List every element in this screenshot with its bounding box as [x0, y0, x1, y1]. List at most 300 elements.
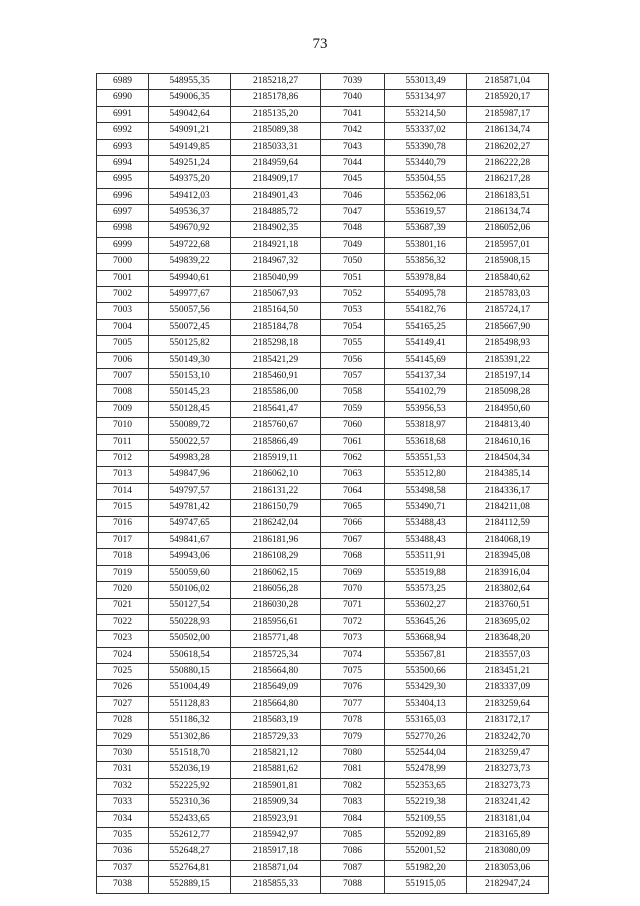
- y-coordinate-cell: 2185901,81: [231, 778, 321, 794]
- y-coordinate-cell: 2183273,73: [467, 762, 549, 778]
- point-number-cell: 7036: [97, 844, 149, 860]
- y-coordinate-cell: 2183337,09: [467, 680, 549, 696]
- table-row: [97, 664, 549, 680]
- y-coordinate-cell: 2185067,93: [231, 287, 321, 303]
- point-number-cell: 7038: [97, 877, 149, 893]
- point-number-cell: 6993: [97, 139, 149, 155]
- y-coordinate-cell: 2184504,34: [467, 450, 549, 466]
- x-coordinate-cell: 554182,76: [385, 303, 467, 319]
- point-number-cell: 7063: [321, 467, 385, 483]
- x-coordinate-cell: 549670,92: [149, 221, 231, 237]
- point-number-cell: 7046: [321, 188, 385, 204]
- x-coordinate-cell: 550145,23: [149, 385, 231, 401]
- y-coordinate-cell: 2184959,64: [231, 155, 321, 171]
- y-coordinate-cell: 2185089,38: [231, 123, 321, 139]
- y-coordinate-cell: 2185218,27: [231, 74, 321, 90]
- point-number-cell: 7004: [97, 319, 149, 335]
- point-number-cell: 7064: [321, 483, 385, 499]
- point-number-cell: 7062: [321, 450, 385, 466]
- point-number-cell: 7018: [97, 549, 149, 565]
- x-coordinate-cell: 552612,77: [149, 827, 231, 843]
- y-coordinate-cell: 2183451,21: [467, 664, 549, 680]
- x-coordinate-cell: 549375,20: [149, 172, 231, 188]
- table-row: [97, 631, 549, 647]
- point-number-cell: 7051: [321, 270, 385, 286]
- table-row: [97, 746, 549, 762]
- y-coordinate-cell: 2185664,80: [231, 696, 321, 712]
- point-number-cell: 7014: [97, 483, 149, 499]
- y-coordinate-cell: 2183695,02: [467, 614, 549, 630]
- point-number-cell: 7024: [97, 647, 149, 663]
- y-coordinate-cell: 2185586,00: [231, 385, 321, 401]
- table-row: [97, 450, 549, 466]
- y-coordinate-cell: 2185909,34: [231, 795, 321, 811]
- x-coordinate-cell: 552889,15: [149, 877, 231, 893]
- point-number-cell: 7045: [321, 172, 385, 188]
- y-coordinate-cell: 2185724,17: [467, 303, 549, 319]
- point-number-cell: 6999: [97, 237, 149, 253]
- x-coordinate-cell: 554102,79: [385, 385, 467, 401]
- y-coordinate-cell: 2184901,43: [231, 188, 321, 204]
- x-coordinate-cell: 552109,55: [385, 811, 467, 827]
- point-number-cell: 7037: [97, 860, 149, 876]
- y-coordinate-cell: 2186062,15: [231, 565, 321, 581]
- point-number-cell: 6992: [97, 123, 149, 139]
- y-coordinate-cell: 2185135,20: [231, 106, 321, 122]
- x-coordinate-cell: 550228,93: [149, 614, 231, 630]
- table-row: [97, 844, 549, 860]
- table-row: [97, 205, 549, 221]
- y-coordinate-cell: 2186222,28: [467, 155, 549, 171]
- x-coordinate-cell: 553165,03: [385, 713, 467, 729]
- table-row: [97, 221, 549, 237]
- point-number-cell: 7067: [321, 532, 385, 548]
- x-coordinate-cell: 549781,42: [149, 500, 231, 516]
- point-number-cell: 7041: [321, 106, 385, 122]
- x-coordinate-cell: 549747,65: [149, 516, 231, 532]
- x-coordinate-cell: 549797,57: [149, 483, 231, 499]
- x-coordinate-cell: 553562,06: [385, 188, 467, 204]
- y-coordinate-cell: 2185908,15: [467, 254, 549, 270]
- x-coordinate-cell: 550618,54: [149, 647, 231, 663]
- point-number-cell: 6989: [97, 74, 149, 90]
- point-number-cell: 7031: [97, 762, 149, 778]
- y-coordinate-cell: 2184112,59: [467, 516, 549, 532]
- x-coordinate-cell: 549983,28: [149, 450, 231, 466]
- y-coordinate-cell: 2183080,09: [467, 844, 549, 860]
- y-coordinate-cell: 2183242,70: [467, 729, 549, 745]
- table-row: [97, 139, 549, 155]
- y-coordinate-cell: 2185871,04: [231, 860, 321, 876]
- point-number-cell: 7043: [321, 139, 385, 155]
- y-coordinate-cell: 2185956,61: [231, 614, 321, 630]
- point-number-cell: 7072: [321, 614, 385, 630]
- x-coordinate-cell: 553500,66: [385, 664, 467, 680]
- point-number-cell: 7032: [97, 778, 149, 794]
- y-coordinate-cell: 2185298,18: [231, 336, 321, 352]
- point-number-cell: 7086: [321, 844, 385, 860]
- x-coordinate-cell: 554145,69: [385, 352, 467, 368]
- table-row: [97, 795, 549, 811]
- x-coordinate-cell: 553404,13: [385, 696, 467, 712]
- y-coordinate-cell: 2185421,29: [231, 352, 321, 368]
- point-number-cell: 7088: [321, 877, 385, 893]
- point-number-cell: 7009: [97, 401, 149, 417]
- table-row: [97, 680, 549, 696]
- y-coordinate-cell: 2183172,17: [467, 713, 549, 729]
- table-row: [97, 434, 549, 450]
- y-coordinate-cell: 2185957,01: [467, 237, 549, 253]
- x-coordinate-cell: 553818,97: [385, 418, 467, 434]
- x-coordinate-cell: 553956,53: [385, 401, 467, 417]
- x-coordinate-cell: 550106,02: [149, 582, 231, 598]
- point-number-cell: 7061: [321, 434, 385, 450]
- point-number-cell: 7040: [321, 90, 385, 106]
- point-number-cell: 7039: [321, 74, 385, 90]
- table-row: [97, 467, 549, 483]
- table-row: [97, 549, 549, 565]
- point-number-cell: 7087: [321, 860, 385, 876]
- point-number-cell: 7071: [321, 598, 385, 614]
- y-coordinate-cell: 2185729,33: [231, 729, 321, 745]
- y-coordinate-cell: 2185725,34: [231, 647, 321, 663]
- point-number-cell: 7026: [97, 680, 149, 696]
- point-number-cell: 7006: [97, 352, 149, 368]
- x-coordinate-cell: 553498,58: [385, 483, 467, 499]
- y-coordinate-cell: 2186062,10: [231, 467, 321, 483]
- table-row: [97, 237, 549, 253]
- y-coordinate-cell: 2185683,19: [231, 713, 321, 729]
- table-row: [97, 369, 549, 385]
- table-row: [97, 418, 549, 434]
- x-coordinate-cell: 553490,71: [385, 500, 467, 516]
- x-coordinate-cell: 548955,35: [149, 74, 231, 90]
- y-coordinate-cell: 2183181,04: [467, 811, 549, 827]
- point-number-cell: 7053: [321, 303, 385, 319]
- point-number-cell: 7074: [321, 647, 385, 663]
- y-coordinate-cell: 2185855,33: [231, 877, 321, 893]
- y-coordinate-cell: 2184950,60: [467, 401, 549, 417]
- table-row: [97, 401, 549, 417]
- x-coordinate-cell: 552225,92: [149, 778, 231, 794]
- y-coordinate-cell: 2185920,17: [467, 90, 549, 106]
- y-coordinate-cell: 2184385,14: [467, 467, 549, 483]
- y-coordinate-cell: 2184921,18: [231, 237, 321, 253]
- table-row: [97, 500, 549, 516]
- point-number-cell: 7073: [321, 631, 385, 647]
- table-row: [97, 90, 549, 106]
- point-number-cell: 7070: [321, 582, 385, 598]
- y-coordinate-cell: 2184211,08: [467, 500, 549, 516]
- point-number-cell: 7010: [97, 418, 149, 434]
- y-coordinate-cell: 2184885,72: [231, 205, 321, 221]
- table-row: [97, 287, 549, 303]
- x-coordinate-cell: 550059,60: [149, 565, 231, 581]
- x-coordinate-cell: 549943,06: [149, 549, 231, 565]
- y-coordinate-cell: 2186181,96: [231, 532, 321, 548]
- x-coordinate-cell: 553619,57: [385, 205, 467, 221]
- point-number-cell: 7075: [321, 664, 385, 680]
- x-coordinate-cell: 549847,96: [149, 467, 231, 483]
- point-number-cell: 7034: [97, 811, 149, 827]
- point-number-cell: 7057: [321, 369, 385, 385]
- x-coordinate-cell: 550125,82: [149, 336, 231, 352]
- y-coordinate-cell: 2183273,73: [467, 778, 549, 794]
- point-number-cell: 7030: [97, 746, 149, 762]
- y-coordinate-cell: 2185987,17: [467, 106, 549, 122]
- x-coordinate-cell: 551518,70: [149, 746, 231, 762]
- table-row: [97, 614, 549, 630]
- table-row: [97, 811, 549, 827]
- y-coordinate-cell: 2185040,99: [231, 270, 321, 286]
- x-coordinate-cell: 554149,41: [385, 336, 467, 352]
- x-coordinate-cell: 552770,26: [385, 729, 467, 745]
- table-row: [97, 172, 549, 188]
- table-row: [97, 778, 549, 794]
- point-number-cell: 7012: [97, 450, 149, 466]
- x-coordinate-cell: 552092,89: [385, 827, 467, 843]
- point-number-cell: 7048: [321, 221, 385, 237]
- x-coordinate-cell: 550149,30: [149, 352, 231, 368]
- x-coordinate-cell: 553801,16: [385, 237, 467, 253]
- point-number-cell: 7008: [97, 385, 149, 401]
- x-coordinate-cell: 549251,24: [149, 155, 231, 171]
- y-coordinate-cell: 2186150,79: [231, 500, 321, 516]
- y-coordinate-cell: 2183259,47: [467, 746, 549, 762]
- x-coordinate-cell: 553567,81: [385, 647, 467, 663]
- x-coordinate-cell: 549412,03: [149, 188, 231, 204]
- point-number-cell: 7078: [321, 713, 385, 729]
- point-number-cell: 7056: [321, 352, 385, 368]
- table-row: [97, 352, 549, 368]
- x-coordinate-cell: 550057,56: [149, 303, 231, 319]
- point-number-cell: 7059: [321, 401, 385, 417]
- point-number-cell: 7085: [321, 827, 385, 843]
- point-number-cell: 7025: [97, 664, 149, 680]
- x-coordinate-cell: 554165,25: [385, 319, 467, 335]
- x-coordinate-cell: 549536,37: [149, 205, 231, 221]
- x-coordinate-cell: 549839,22: [149, 254, 231, 270]
- y-coordinate-cell: 2185197,14: [467, 369, 549, 385]
- point-number-cell: 7005: [97, 336, 149, 352]
- point-number-cell: 6997: [97, 205, 149, 221]
- x-coordinate-cell: 553488,43: [385, 532, 467, 548]
- y-coordinate-cell: 2183557,03: [467, 647, 549, 663]
- table-row: [97, 729, 549, 745]
- y-coordinate-cell: 2186030,28: [231, 598, 321, 614]
- x-coordinate-cell: 553573,25: [385, 582, 467, 598]
- point-number-cell: 6998: [97, 221, 149, 237]
- x-coordinate-cell: 552353,65: [385, 778, 467, 794]
- point-number-cell: 7027: [97, 696, 149, 712]
- point-number-cell: 7068: [321, 549, 385, 565]
- point-number-cell: 7081: [321, 762, 385, 778]
- y-coordinate-cell: 2185164,50: [231, 303, 321, 319]
- y-coordinate-cell: 2186134,74: [467, 205, 549, 221]
- point-number-cell: 7054: [321, 319, 385, 335]
- y-coordinate-cell: 2184068,19: [467, 532, 549, 548]
- x-coordinate-cell: 550072,45: [149, 319, 231, 335]
- x-coordinate-cell: 550128,45: [149, 401, 231, 417]
- coordinates-table-body: [97, 74, 549, 894]
- point-number-cell: 6996: [97, 188, 149, 204]
- point-number-cell: 7000: [97, 254, 149, 270]
- point-number-cell: 7052: [321, 287, 385, 303]
- x-coordinate-cell: 553214,50: [385, 106, 467, 122]
- y-coordinate-cell: 2183945,08: [467, 549, 549, 565]
- table-row: [97, 516, 549, 532]
- point-number-cell: 7028: [97, 713, 149, 729]
- y-coordinate-cell: 2185821,12: [231, 746, 321, 762]
- point-number-cell: 7022: [97, 614, 149, 630]
- table-row: [97, 483, 549, 499]
- y-coordinate-cell: 2185923,91: [231, 811, 321, 827]
- table-row: [97, 696, 549, 712]
- point-number-cell: 7050: [321, 254, 385, 270]
- table-row: [97, 762, 549, 778]
- point-number-cell: 7047: [321, 205, 385, 221]
- y-coordinate-cell: 2185667,90: [467, 319, 549, 335]
- y-coordinate-cell: 2183165,89: [467, 827, 549, 843]
- x-coordinate-cell: 552036,19: [149, 762, 231, 778]
- point-number-cell: 7044: [321, 155, 385, 171]
- point-number-cell: 7020: [97, 582, 149, 598]
- table-row: [97, 123, 549, 139]
- x-coordinate-cell: 549977,67: [149, 287, 231, 303]
- x-coordinate-cell: 551915,05: [385, 877, 467, 893]
- table-row: [97, 827, 549, 843]
- x-coordinate-cell: 553429,30: [385, 680, 467, 696]
- x-coordinate-cell: 553504,55: [385, 172, 467, 188]
- x-coordinate-cell: 550502,00: [149, 631, 231, 647]
- x-coordinate-cell: 552001,52: [385, 844, 467, 860]
- point-number-cell: 6990: [97, 90, 149, 106]
- y-coordinate-cell: 2183760,51: [467, 598, 549, 614]
- x-coordinate-cell: 551186,32: [149, 713, 231, 729]
- coordinates-table: [96, 73, 549, 894]
- x-coordinate-cell: 553440,79: [385, 155, 467, 171]
- x-coordinate-cell: 553488,43: [385, 516, 467, 532]
- y-coordinate-cell: 2184967,32: [231, 254, 321, 270]
- x-coordinate-cell: 549841,67: [149, 532, 231, 548]
- y-coordinate-cell: 2185783,03: [467, 287, 549, 303]
- point-number-cell: 6995: [97, 172, 149, 188]
- y-coordinate-cell: 2183259,64: [467, 696, 549, 712]
- table-row: [97, 385, 549, 401]
- point-number-cell: 6994: [97, 155, 149, 171]
- point-number-cell: 7013: [97, 467, 149, 483]
- y-coordinate-cell: 2186183,51: [467, 188, 549, 204]
- point-number-cell: 7079: [321, 729, 385, 745]
- table-row: [97, 582, 549, 598]
- table-row: [97, 254, 549, 270]
- table-row: [97, 877, 549, 893]
- point-number-cell: 7023: [97, 631, 149, 647]
- x-coordinate-cell: 549940,61: [149, 270, 231, 286]
- y-coordinate-cell: 2183916,04: [467, 565, 549, 581]
- y-coordinate-cell: 2183802,64: [467, 582, 549, 598]
- point-number-cell: 7003: [97, 303, 149, 319]
- point-number-cell: 7015: [97, 500, 149, 516]
- y-coordinate-cell: 2182947,24: [467, 877, 549, 893]
- point-number-cell: 7021: [97, 598, 149, 614]
- y-coordinate-cell: 2185649,09: [231, 680, 321, 696]
- x-coordinate-cell: 553645,26: [385, 614, 467, 630]
- y-coordinate-cell: 2184610,16: [467, 434, 549, 450]
- point-number-cell: 7077: [321, 696, 385, 712]
- x-coordinate-cell: 552764,81: [149, 860, 231, 876]
- x-coordinate-cell: 549149,85: [149, 139, 231, 155]
- table-row: [97, 647, 549, 663]
- table-row: [97, 319, 549, 335]
- x-coordinate-cell: 550022,57: [149, 434, 231, 450]
- x-coordinate-cell: 552648,27: [149, 844, 231, 860]
- y-coordinate-cell: 2185184,78: [231, 319, 321, 335]
- y-coordinate-cell: 2186134,74: [467, 123, 549, 139]
- x-coordinate-cell: 553551,53: [385, 450, 467, 466]
- point-number-cell: 7017: [97, 532, 149, 548]
- table-row: [97, 74, 549, 90]
- x-coordinate-cell: 549006,35: [149, 90, 231, 106]
- point-number-cell: 7058: [321, 385, 385, 401]
- x-coordinate-cell: 551128,83: [149, 696, 231, 712]
- table-row: [97, 532, 549, 548]
- point-number-cell: 7080: [321, 746, 385, 762]
- table-row: [97, 336, 549, 352]
- y-coordinate-cell: 2185942,97: [231, 827, 321, 843]
- point-number-cell: 7069: [321, 565, 385, 581]
- y-coordinate-cell: 2185771,48: [231, 631, 321, 647]
- x-coordinate-cell: 549042,64: [149, 106, 231, 122]
- x-coordinate-cell: 553134,97: [385, 90, 467, 106]
- x-coordinate-cell: 550153,10: [149, 369, 231, 385]
- x-coordinate-cell: 551004,49: [149, 680, 231, 696]
- y-coordinate-cell: 2186108,29: [231, 549, 321, 565]
- x-coordinate-cell: 549091,21: [149, 123, 231, 139]
- y-coordinate-cell: 2185641,47: [231, 401, 321, 417]
- point-number-cell: 7084: [321, 811, 385, 827]
- page-number: 73: [312, 36, 328, 52]
- y-coordinate-cell: 2184813,40: [467, 418, 549, 434]
- y-coordinate-cell: 2186052,06: [467, 221, 549, 237]
- table-row: [97, 155, 549, 171]
- y-coordinate-cell: 2186217,28: [467, 172, 549, 188]
- y-coordinate-cell: 2185866,49: [231, 434, 321, 450]
- x-coordinate-cell: 553687,39: [385, 221, 467, 237]
- y-coordinate-cell: 2185917,18: [231, 844, 321, 860]
- x-coordinate-cell: 549722,68: [149, 237, 231, 253]
- x-coordinate-cell: 553618,68: [385, 434, 467, 450]
- point-number-cell: 7066: [321, 516, 385, 532]
- x-coordinate-cell: 550089,72: [149, 418, 231, 434]
- x-coordinate-cell: 553511,91: [385, 549, 467, 565]
- x-coordinate-cell: 553337,02: [385, 123, 467, 139]
- x-coordinate-cell: 553668,94: [385, 631, 467, 647]
- y-coordinate-cell: 2185760,67: [231, 418, 321, 434]
- y-coordinate-cell: 2186242,04: [231, 516, 321, 532]
- y-coordinate-cell: 2185033,31: [231, 139, 321, 155]
- x-coordinate-cell: 553978,84: [385, 270, 467, 286]
- y-coordinate-cell: 2183648,20: [467, 631, 549, 647]
- y-coordinate-cell: 2183053,06: [467, 860, 549, 876]
- x-coordinate-cell: 553856,32: [385, 254, 467, 270]
- y-coordinate-cell: 2185919,11: [231, 450, 321, 466]
- y-coordinate-cell: 2184336,17: [467, 483, 549, 499]
- x-coordinate-cell: 552544,04: [385, 746, 467, 762]
- y-coordinate-cell: 2185098,28: [467, 385, 549, 401]
- x-coordinate-cell: 552219,38: [385, 795, 467, 811]
- point-number-cell: 7029: [97, 729, 149, 745]
